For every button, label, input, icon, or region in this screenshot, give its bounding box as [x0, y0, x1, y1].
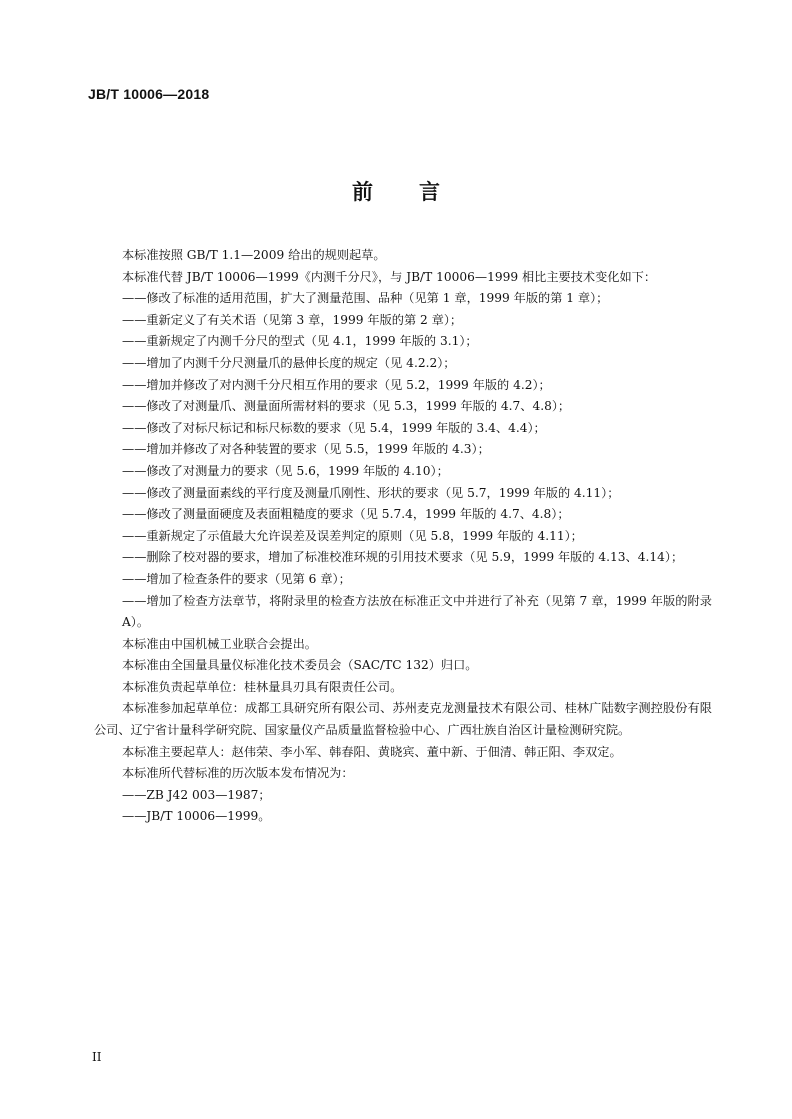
change-item: ——重新定义了有关术语（见第 3 章，1999 年版的第 2 章）； — [122, 312, 463, 327]
standard-code: JB/T 10006—2018 — [88, 86, 210, 102]
under-jurisdiction: 本标准由全国量具量仪标准化技术委员会（SAC/TC 132）归口。 — [122, 658, 478, 673]
drafters: 本标准主要起草人：赵伟荣、李小军、韩春阳、黄晓宾、董中新、于佃清、韩正阳、李双定。 — [122, 744, 622, 759]
history-item: ——ZB J42 003—1987； — [122, 787, 271, 802]
change-item: ——重新规定了示值最大允许误差及误差判定的原则（见 5.8，1999 年版的 4.11）； — [122, 528, 583, 543]
change-item: ——修改了对测量爪、测量面所需材料的要求（见 5.3，1999 年版的 4.7、4.8）； — [122, 399, 571, 414]
proposed-by: 本标准由中国机械工业联合会提出。 — [122, 636, 317, 651]
page-title — [0, 176, 792, 206]
change-item: ——修改了标准的适用范围，扩大了测量范围、品种（见第 1 章，1999 年版的第 1 章）； — [122, 291, 609, 306]
drafting-unit: 本标准负责起草单位：桂林量具刃具有限责任公司。 — [122, 679, 403, 694]
change-item: ——修改了对标尺标记和标尺标数的要求（见 5.4，1999 年版的 3.4、4.4）； — [122, 420, 546, 435]
intro-line-2: 本标准代替 JB/T 10006—1999《内测千分尺》，与 JB/T 10006—1999 相比主要技术变化如下： — [122, 269, 657, 284]
change-item: ——删除了校对器的要求，增加了标准校准环规的引用技术要求（见 5.9，1999 年版的 4.13、4.14）； — [122, 550, 684, 565]
title-char-1: 前 — [352, 180, 373, 204]
change-item: ——修改了测量面硬度及表面粗糙度的要求（见 5.7.4，1999 年版的 4.7、4.8）； — [122, 507, 570, 522]
change-item: ——重新规定了内测千分尺的型式（见 4.1，1999 年版的 3.1）； — [122, 334, 478, 349]
change-item: ——增加并修改了对各种装置的要求（见 5.5，1999 年版的 4.3）； — [122, 442, 490, 457]
change-item: ——修改了测量面素线的平行度及测量爪刚性、形状的要求（见 5.7，1999 年版的 4.11）； — [122, 485, 620, 500]
change-item: ——增加了检查条件的要求（见第 6 章）； — [122, 571, 351, 586]
change-item: ——增加了内测千分尺测量爪的悬伸长度的规定（见 4.2.2）； — [122, 355, 456, 370]
foreword-body — [94, 245, 712, 828]
title-char-2: 言 — [419, 180, 440, 204]
change-item: ——修改了对测量力的要求（见 5.6，1999 年版的 4.10）； — [122, 463, 449, 478]
change-item: ——增加了检查方法章节，将附录里的检查方法放在标准正文中并进行了补充（见第 7 章，1999 年版的附录 A）。 — [122, 593, 712, 630]
change-item: ——增加并修改了对内测千分尺相互作用的要求（见 5.2，1999 年版的 4.2）； — [122, 377, 551, 392]
page-number: II — [92, 1050, 102, 1064]
history-item: ——JB/T 10006—1999。 — [122, 809, 271, 824]
history-intro: 本标准所代替标准的历次版本发布情况为： — [122, 766, 354, 781]
participating-units: 本标准参加起草单位：成都工具研究所有限公司、苏州麦克龙测量技术有限公司、桂林广陆数字测控股份有限公司、辽宁省计量科学研究院、国家量仪产品质量监督检验中心、广西壮族自治区计量检测研究院。 — [94, 701, 712, 738]
intro-line-1: 本标准按照 GB/T 1.1—2009 给出的规则起草。 — [122, 248, 386, 262]
